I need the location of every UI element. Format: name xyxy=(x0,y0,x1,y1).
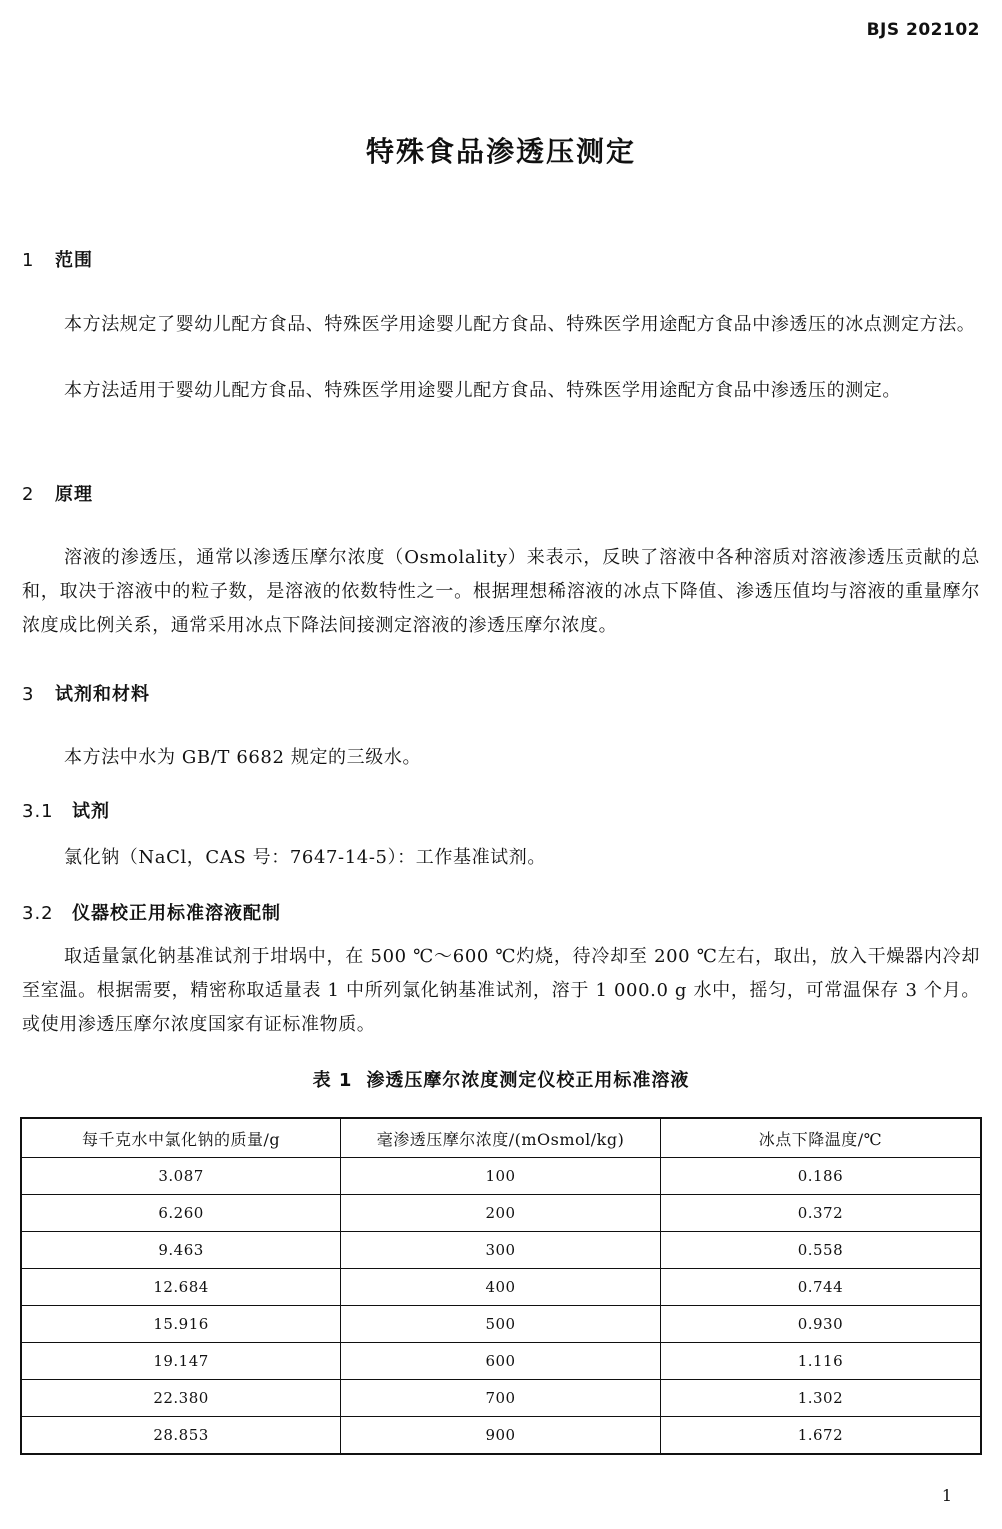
table-cell: 15.916 xyxy=(21,1306,341,1343)
table-header-row xyxy=(21,1118,981,1158)
table-cell: 3.087 xyxy=(21,1158,341,1195)
table-header-cell: 毫渗透压摩尔浓度/(mOsmol/kg) xyxy=(341,1118,661,1158)
table-caption xyxy=(0,1066,1002,1092)
section-3-2-paragraph-1: 取适量氯化钠基准试剂于坩埚中，在 500 ℃～600 ℃灼烧，待冷却至 200 ℃左右，取出，放入干燥器内冷却至室温。根据需要，精密称取适量表 1 中所列氯化钠基准试剂，溶于 1 000.0 g 水中，摇匀，可常温保存 3 个月。或使用渗透压摩尔浓度国家有证标准物质。 xyxy=(22,946,980,1035)
table-cell: 1.116 xyxy=(660,1343,981,1380)
table-cell: 22.380 xyxy=(21,1380,341,1417)
table-row xyxy=(21,1343,981,1380)
section-number: 1 xyxy=(22,250,35,271)
section-title: 仪器校正用标准溶液配制 xyxy=(72,903,281,924)
table-cell: 500 xyxy=(341,1306,661,1343)
table-cell: 400 xyxy=(341,1269,661,1306)
section-1-paragraph-2: 本方法适用于婴幼儿配方食品、特殊医学用途婴儿配方食品、特殊医学用途配方食品中渗透压的测定。 xyxy=(64,380,901,401)
table-header-cell: 每千克水中氯化钠的质量/g xyxy=(21,1118,341,1158)
section-3-heading xyxy=(22,680,150,706)
table-cell: 0.930 xyxy=(660,1306,981,1343)
table-cell: 900 xyxy=(341,1417,661,1455)
table-cell: 12.684 xyxy=(21,1269,341,1306)
table-cell: 200 xyxy=(341,1195,661,1232)
section-1-paragraph-1: 本方法规定了婴幼儿配方食品、特殊医学用途婴儿配方食品、特殊医学用途配方食品中渗透压的冰点测定方法。 xyxy=(64,314,976,335)
section-2-paragraph-1: 溶液的渗透压，通常以渗透压摩尔浓度（Osmolality）来表示，反映了溶液中各种溶质对溶液渗透压贡献的总和，取决于溶液中的粒子数，是溶液的依数特性之一。根据理想稀溶液的冰点下降值、渗透压值均与溶液的重量摩尔浓度成比例关系，通常采用冰点下降法间接测定溶液的渗透压摩尔浓度。 xyxy=(22,547,980,636)
document-code: BJS 202102 xyxy=(866,20,980,40)
table-cell: 600 xyxy=(341,1343,661,1380)
section-2-heading xyxy=(22,480,93,506)
table-cell: 100 xyxy=(341,1158,661,1195)
table-row xyxy=(21,1232,981,1269)
section-1-heading xyxy=(22,246,93,272)
table-row xyxy=(21,1195,981,1232)
table-label: 表 1 xyxy=(312,1070,353,1091)
table-cell: 0.186 xyxy=(660,1158,981,1195)
table-cell: 700 xyxy=(341,1380,661,1417)
table-cell: 0.372 xyxy=(660,1195,981,1232)
table-cell: 6.260 xyxy=(21,1195,341,1232)
table-row xyxy=(21,1380,981,1417)
section-3-1-heading xyxy=(22,797,110,823)
section-3-2-heading xyxy=(22,899,281,925)
table-cell: 1.302 xyxy=(660,1380,981,1417)
table-row xyxy=(21,1269,981,1306)
table-row xyxy=(21,1417,981,1455)
table-cell: 0.558 xyxy=(660,1232,981,1269)
table-cell: 19.147 xyxy=(21,1343,341,1380)
table-cell: 0.744 xyxy=(660,1269,981,1306)
section-number: 2 xyxy=(22,484,35,505)
section-title: 试剂和材料 xyxy=(55,684,150,705)
table-row xyxy=(21,1158,981,1195)
section-number: 3 xyxy=(22,684,35,705)
table-caption-text: 渗透压摩尔浓度测定仪校正用标准溶液 xyxy=(366,1070,690,1091)
section-title: 原理 xyxy=(55,484,93,505)
section-title: 试剂 xyxy=(72,801,110,822)
section-3-1-paragraph-1: 氯化钠（NaCl，CAS 号：7647-14-5）：工作基准试剂。 xyxy=(64,847,546,868)
table-row xyxy=(21,1306,981,1343)
section-title: 范围 xyxy=(55,250,93,271)
page-number: 1 xyxy=(941,1486,952,1505)
section-3-paragraph-1: 本方法中水为 GB/T 6682 规定的三级水。 xyxy=(64,747,422,768)
table-cell: 300 xyxy=(341,1232,661,1269)
table-cell: 28.853 xyxy=(21,1417,341,1455)
table-cell: 9.463 xyxy=(21,1232,341,1269)
table-cell: 1.672 xyxy=(660,1417,981,1455)
section-number: 3.1 xyxy=(22,801,54,822)
section-number: 3.2 xyxy=(22,903,54,924)
page-title: 特殊食品渗透压测定 xyxy=(365,135,636,168)
table-header-cell: 冰点下降温度/℃ xyxy=(660,1118,981,1158)
standard-solution-table xyxy=(20,1117,982,1455)
